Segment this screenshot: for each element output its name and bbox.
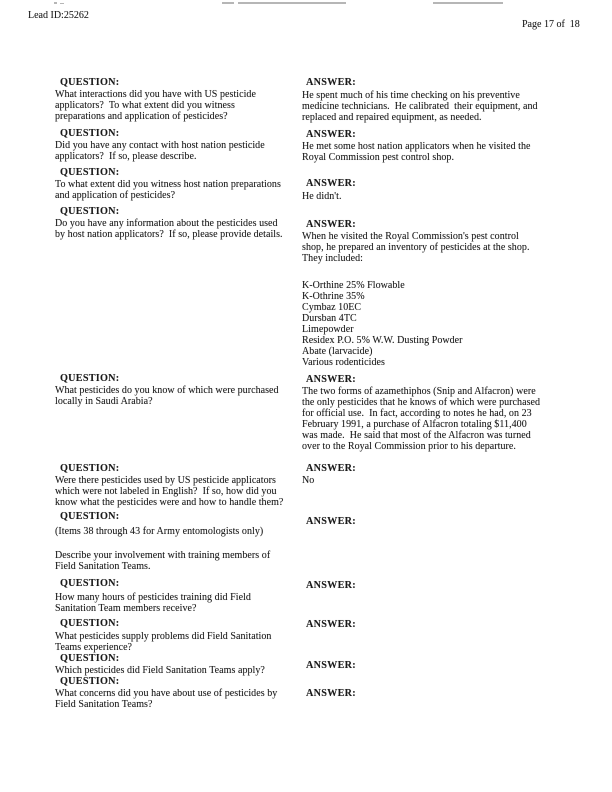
answer-line: was made. He said that most of the Alfacron was turned [302,430,531,441]
answer-line: They included: [302,253,363,264]
answer-line: replaced and repaired equipment, as needed. [302,112,482,123]
question-line: know what the pesticides were and how to handle them? [55,497,284,508]
question-line: (Items 38 through 43 for Army entomologists only) [55,526,264,537]
answer-line: for official use. In fact, according to notes he had, on 23 [302,408,532,419]
answer-label: ANSWER: [306,129,356,140]
question-line: and application of pesticides? [55,190,176,201]
question-line: Describe your involvement with training members of [55,550,271,561]
answer-line: shop, he prepared an inventory of pesticides at the shop. [302,242,530,253]
question-line: How many hours of pesticides training did Field [55,592,251,603]
answer-line: Dursban 4TC [302,313,357,324]
question-line: applicators? To what extent did you witness [55,100,235,111]
answer-label: ANSWER: [306,178,356,189]
question-line: Do you have any information about the pesticides used [55,218,278,229]
question-line: To what extent did you witness host nation preparations [55,179,281,190]
question-line: locally in Saudi Arabia? [55,396,153,407]
answer-label: ANSWER: [306,77,356,88]
answer-label: ANSWER: [306,463,356,474]
question-line: Field Sanitation Teams. [55,561,151,572]
lead-id: Lead ID:25262 [28,10,89,21]
answer-line: medicine technicians. He calibrated their equipment, and [302,101,538,112]
scan-artifact-speck [60,3,64,4]
answer-line: K-Orthine 25% Flowable [302,280,405,291]
answer-label: ANSWER: [306,580,356,591]
question-label: QUESTION: [60,511,120,522]
question-line: which were not labeled in English? If so, how did you [55,486,277,497]
question-line: Were there pesticides used by US pesticide applicators [55,475,276,486]
question-label: QUESTION: [60,463,120,474]
question-line: Field Sanitation Teams? [55,699,153,710]
answer-label: ANSWER: [306,619,356,630]
answer-line: He met some host nation applicators when he visited the [302,141,531,152]
question-label: QUESTION: [60,578,120,589]
answer-line: Various rodenticides [302,357,385,368]
question-label: QUESTION: [60,167,120,178]
answer-line: No [302,475,315,486]
answer-label: ANSWER: [306,660,356,671]
question-line: preparations and application of pesticides? [55,111,228,122]
question-line: Teams experience? [55,642,133,653]
answer-line: He spent much of his time checking on his preventive [302,90,520,101]
answer-label: ANSWER: [306,219,356,230]
page-number: Page 17 of 18 [522,19,580,30]
question-label: QUESTION: [60,676,120,687]
answer-line: February 1991, a purchase of Alfacron totaling $11,400 [302,419,527,430]
answer-line: He didn't. [302,191,342,202]
question-line: by host nation applicators? If so, please provide details. [55,229,283,240]
answer-line: Limepowder [302,324,354,335]
scan-artifact-speck [54,2,57,4]
answer-label: ANSWER: [306,516,356,527]
question-label: QUESTION: [60,77,120,88]
answer-line: Abate (larvacide) [302,346,373,357]
answer-line: Cymbaz 10EC [302,302,362,313]
question-line: What pesticides do you know of which were purchased [55,385,279,396]
question-line: What pesticides supply problems did Field Sanitation [55,631,272,642]
answer-line: the only pesticides that he knows of which were purchased [302,397,541,408]
answer-line: over to the Royal Commission prior to his departure. [302,441,516,452]
question-label: QUESTION: [60,373,120,384]
question-line: What interactions did you have with US pesticide [55,89,256,100]
question-label: QUESTION: [60,128,120,139]
answer-line: Residex P.O. 5% W.W. Dusting Powder [302,335,463,346]
question-line: Did you have any contact with host nation pesticide [55,140,265,151]
answer-line: When he visited the Royal Commission's pest control [302,231,519,242]
answer-label: ANSWER: [306,374,356,385]
answer-line: Royal Commission pest control shop. [302,152,455,163]
answer-line: The two forms of azamethiphos (Snip and Alfacron) were [302,386,536,397]
answer-line: K-Othrine 35% [302,291,365,302]
scan-artifact-line [222,2,234,4]
scan-artifact-line [433,2,503,4]
question-line: Which pesticides did Field Sanitation Teams apply? [55,665,265,676]
question-label: QUESTION: [60,206,120,217]
question-label: QUESTION: [60,653,120,664]
scan-artifact-line [238,2,346,4]
question-label: QUESTION: [60,618,120,629]
question-line: Sanitation Team members receive? [55,603,197,614]
question-line: What concerns did you have about use of pesticides by [55,688,278,699]
answer-label: ANSWER: [306,688,356,699]
question-line: applicators? If so, please describe. [55,151,197,162]
